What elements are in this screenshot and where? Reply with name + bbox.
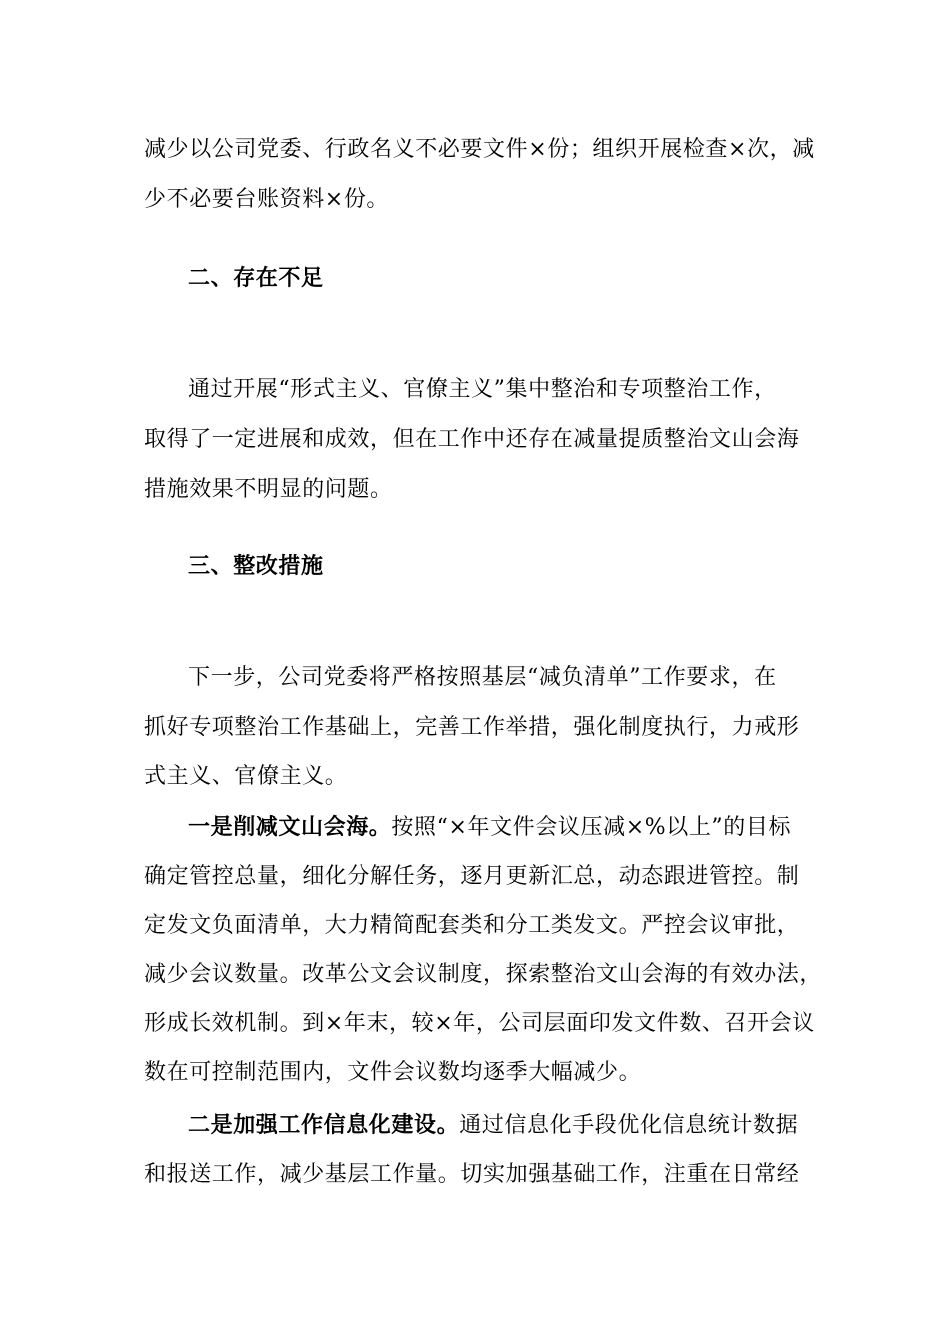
text-span: 通过信息化手段优化信息统计数据 [459, 1113, 799, 1138]
text-line: 形成长效机制。到×年末，较×年，公司层面印发文件数、召开会议 [144, 1011, 815, 1036]
section-heading: 三、整改措施 [188, 553, 324, 579]
text-line: 和报送工作，减少基层工作量。切实加强基础工作，注重在日常经 [144, 1162, 800, 1187]
text-line: 抓好专项整治工作基础上，完善工作举措，强化制度执行，力戒形 [144, 715, 800, 740]
lead-phrase: 二是加强工作信息化建设。 [188, 1112, 460, 1138]
text-line: 取得了一定进展和成效，但在工作中还存在减量提质整治文山会海 [144, 427, 800, 452]
text-line: 确定管控总量，细化分解任务，逐月更新汇总，动态跟进管控。制 [144, 864, 800, 889]
text-line: 式主义、官僚主义。 [144, 764, 348, 789]
text-line: 下一步，公司党委将严格按照基层“减负清单”工作要求，在 [188, 665, 777, 690]
text-line: 减少以公司党委、行政名义不必要文件×份；组织开展检查×次，减 [144, 137, 815, 162]
text-line [188, 1111, 878, 1140]
text-line: 措施效果不明显的问题。 [144, 477, 393, 502]
text-line: 数在可控制范围内，文件会议数均逐季大幅减少。 [144, 1060, 642, 1085]
text-line: 通过开展“形式主义、官僚主义”集中整治和专项整治工作， [188, 377, 777, 402]
text-line: 定发文负面清单，大力精简配套类和分工类发文。严控会议审批， [144, 913, 800, 938]
section-heading: 二、存在不足 [188, 265, 324, 291]
text-line: 减少会议数量。改革公文会议制度，探索整治文山会海的有效办法， [144, 962, 823, 987]
lead-phrase: 一是削减文山会海。 [188, 814, 392, 840]
text-line: 少不必要台账资料×份。 [144, 187, 390, 212]
text-span: 按照“×年文件会议压减×%以上”的目标 [391, 815, 792, 840]
text-line [188, 813, 878, 842]
